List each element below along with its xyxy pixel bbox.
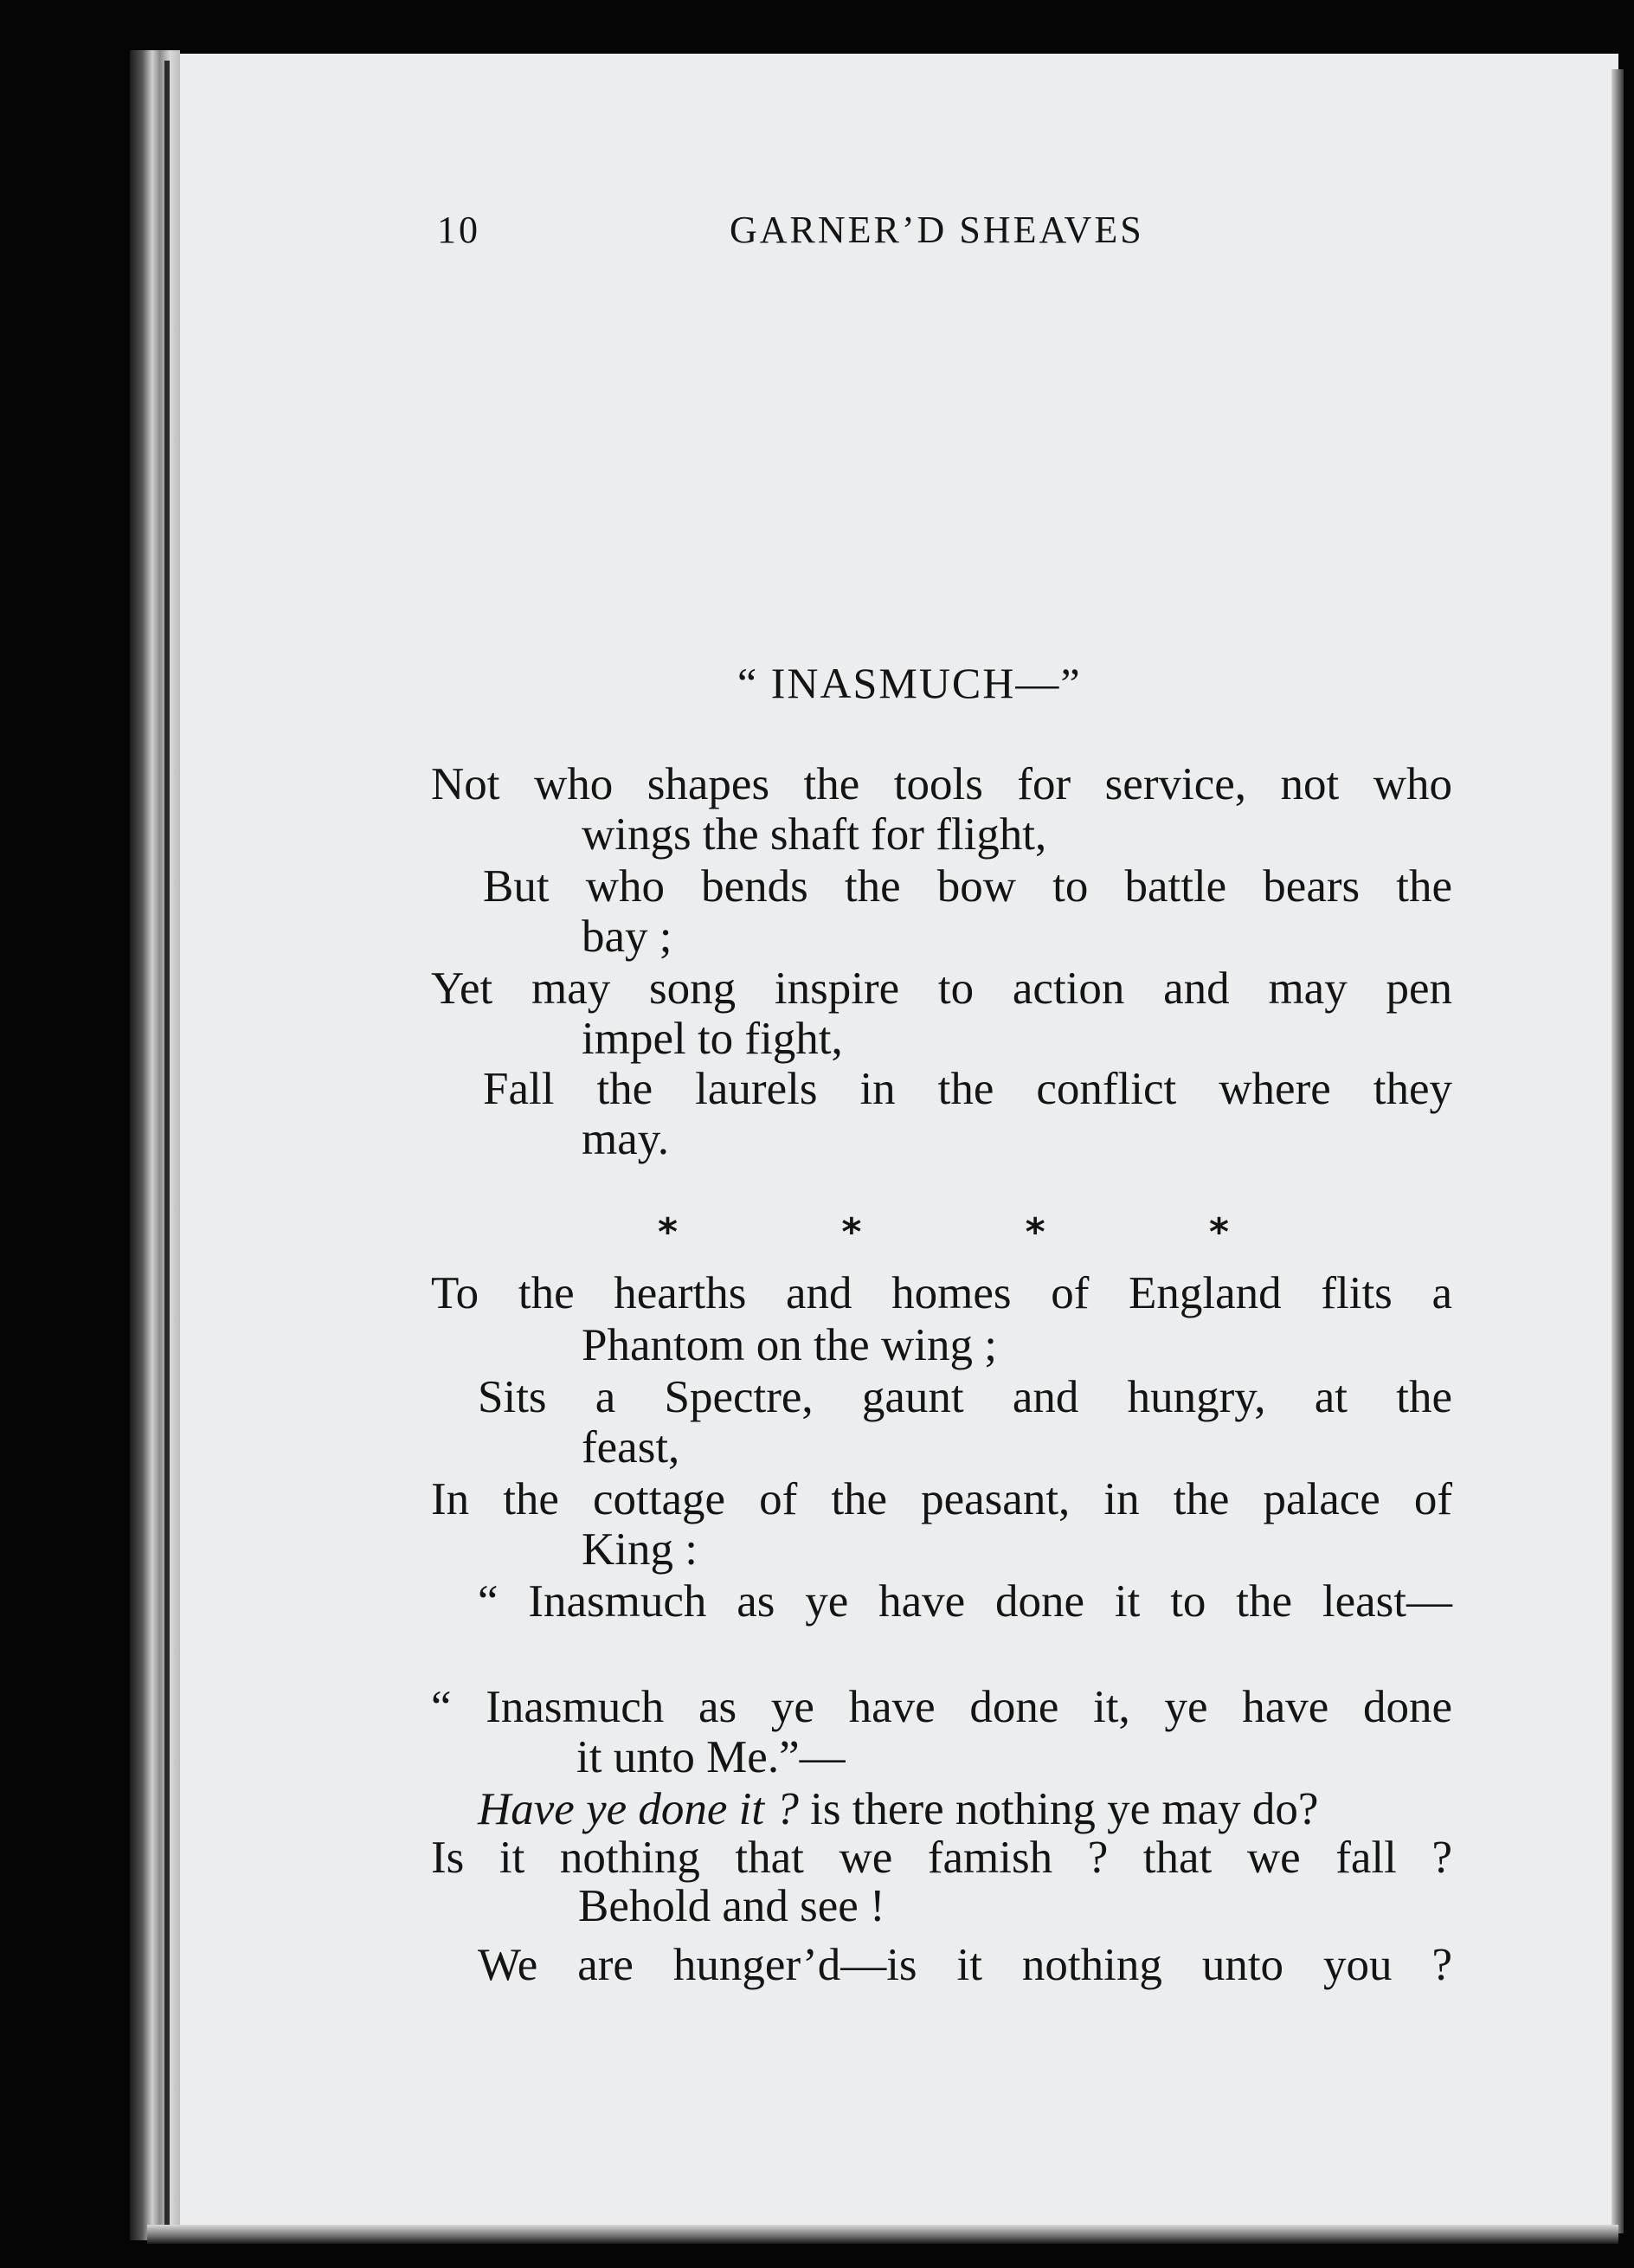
verse-line: “ Inasmuch as ye have done it to the least—	[478, 1576, 1452, 1627]
book-spine-edge	[130, 50, 180, 2240]
running-title: GARNER’D SHEAVES	[730, 209, 1144, 251]
verse-line: Is it nothing that we famish ? that we fall ?	[431, 1833, 1452, 1883]
verse-line: “ Inasmuch as ye have done it, ye have done	[431, 1682, 1452, 1732]
verse-line: may.	[582, 1114, 670, 1164]
poem-title: “ INASMUCH—”	[737, 659, 1082, 707]
verse-line: In the cottage of the peasant, in the palace of	[431, 1474, 1452, 1524]
verse-line: bay ;	[582, 912, 672, 962]
verse-line-mixed	[478, 1783, 1318, 1835]
asterisk: *	[658, 1210, 679, 1254]
asterisk: *	[1025, 1210, 1045, 1254]
verse-line: But who bends the bow to battle bears the	[483, 861, 1452, 912]
verse-line: wings the shaft for flight,	[582, 809, 1047, 860]
verse-line: Not who shapes the tools for service, not who	[431, 759, 1452, 809]
gutter-shadow	[164, 61, 170, 2233]
page-bottom-edge	[147, 2225, 1618, 2244]
verse-line: Sits a Spectre, gaunt and hungry, at the	[478, 1372, 1452, 1422]
verse-line: Behold and see !	[578, 1881, 885, 1931]
verse-line: To the hearths and homes of England flits a	[431, 1268, 1452, 1318]
verse-line: Yet may song inspire to action and may pen	[431, 963, 1452, 1014]
page-right-edge	[1611, 69, 1624, 2233]
verse-line: Fall the laurels in the conflict where they	[483, 1064, 1452, 1114]
section-divider-asterisks	[658, 1210, 1229, 1254]
verse-line: impel to fight,	[582, 1014, 843, 1064]
page-number: 10	[437, 209, 480, 251]
verse-line-rest: is there nothing ye may do?	[798, 1784, 1319, 1834]
asterisk: *	[1208, 1210, 1229, 1254]
verse-line: King :	[582, 1524, 698, 1575]
verse-line: feast,	[582, 1422, 680, 1472]
verse-line: it unto Me.”—	[576, 1732, 846, 1782]
verse-line: Phantom on the wing ;	[582, 1320, 997, 1370]
asterisk: *	[841, 1210, 862, 1254]
verse-line: We are hunger’d—is it nothing unto you ?	[478, 1940, 1452, 1990]
italic-phrase: Have ye done it ?	[478, 1784, 799, 1834]
